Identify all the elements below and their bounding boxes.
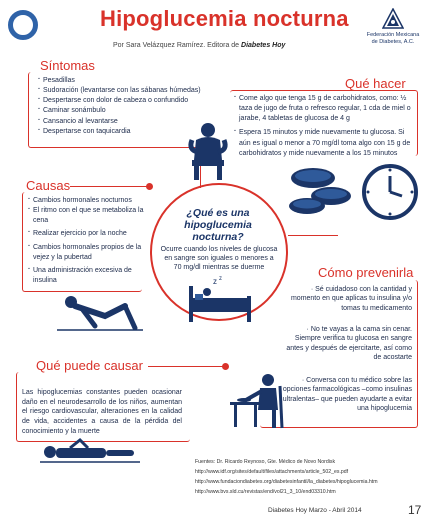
page-number: 17 [408,503,422,517]
sources [195,458,435,498]
logo-icon [382,8,404,30]
list-item: · Despertarse con taquicardia [38,127,213,137]
connector-line [70,186,150,187]
list-item: · El ritmo con el que se metaboliza la cena [28,206,148,226]
lying-person-icon [40,436,140,470]
list-item: · Una administración excesiva de insulina [28,266,148,286]
ring-decoration [8,10,38,40]
causas-list [28,196,148,286]
source-line[interactable]: http://www.fundaciondiabetes.org/diabetesinfantil/la_diabetes/hipoglucemia.htm [195,478,378,485]
list-item: · Despertarse con dolor de cabeza o confundido [38,96,213,106]
eating-person-icon [228,372,288,430]
que-hacer-title: Qué hacer [345,76,406,91]
connector-line [288,235,338,236]
source-line[interactable]: http://www.bvs.sld.cu/revistas/end/vol21_3_10/end03310.htm [195,488,336,495]
clock-icon [360,162,420,222]
list-item: · Pesadillas [38,76,213,86]
connector-dot [222,363,229,370]
causar-title: Qué puede causar [36,358,143,373]
byline-prefix: Por Sara Velázquez Ramírez. Editora de [113,42,240,49]
causas-title: Causas [26,178,71,193]
sitting-person-icon [178,120,234,182]
bed-sleeping-icon [185,272,255,324]
glucose-tablets-icon [285,162,357,222]
prevenirla-item-3: · Conversa con tu médico sobre las opciones farmacológicas –como insulinas ultralentas– que pueden ayudarte a evitar una hipoglucemia [282,377,412,413]
exercise-person-icon [55,290,145,336]
connector-line [148,366,224,367]
que-hacer-list [234,94,416,159]
center-question: ¿Qué es una hipoglucemia nocturna? [184,207,252,244]
list-item: · Espera 15 minutos y mide nuevamente tu glucosa. Si aún es igual o menor a 70 mg/dl toma algo con 15 g de carbohidratos y mide nuevamente a los 15 minutos [234,128,416,158]
source-line[interactable]: http://www.idf.org/sites/default/files/attachments/article_502_es.pdf [195,468,349,475]
svg-text:z: z [213,277,217,286]
source-line: Fuentes: Dr. Ricardo Reynoso, Gte. Médico de Novo Nordisk [195,459,336,465]
logo [358,8,428,45]
list-item: · Realizar ejercicio por la noche [28,229,148,239]
connector-dot [146,183,153,190]
list-item: · Come algo que tenga 15 g de carbohidratos, como: ½ taza de jugo de fruta o refresco regular, 1 cda de miel o jarabe, 4 tabletas de glucosa de 4 g [234,94,416,124]
list-item: · Cambios hormonales propios de la vejez y la pubertad [28,243,148,263]
list-item: No te vayas a la cama sin cenar. Siempre verifica tu glucosa en sangre antes y después de ejercitarte, así como de acostarte [286,326,412,362]
svg-text:z: z [219,276,222,282]
prevenirla-item-1: · Sé cuidadoso con la cantidad y momento en que aplicas tu insulina y/o tomas tu medicamento [290,286,412,312]
sintomas-title: Síntomas [40,58,95,73]
center-answer: Ocurre cuando los niveles de glucosa en sangre son iguales o menores a 70 mg/dl mientras se duerme [160,246,278,272]
prevenirla-title: Cómo prevenirla [318,265,414,280]
list-item: · Sudoración (levantarse con las sábanas húmedas) [38,86,213,96]
footer: Diabetes Hoy Marzo - Abril 2014 [268,507,362,514]
list-item: · Cansancio al levantarse [38,117,213,127]
logo-line2: de Diabetes, A.C. [371,38,415,45]
prevenirla-item-2: · No te vayas a la cama sin cenar. Siempre verifica tu glucosa en sangre antes y después de ejercitarte, así como de acostarte [286,326,412,362]
list-item: Sé cuidadoso con la cantidad y momento en que aplicas tu insulina y/o tomas tu medicamento [290,286,412,312]
list-item: · Caminar sonámbulo [38,106,213,116]
list-item: · Cambios hormonales nocturnos [28,196,148,206]
logo-line1: Federación Mexicana [366,32,420,38]
byline-publication: Diabetes Hoy [241,42,286,49]
list-item: Conversa con tu médico sobre las opciones farmacológicas –como insulinas ultralentas– que pueden ayudarte a evitar una hipoglucemia [282,377,412,413]
causar-text: Las hipoglucemias constantes pueden ocasionar daño en el neurodesarrollo de los niños, aumentan el riesgo cardiovascular, alteraciones en la calidad de vida, accidentes a causa de la pérdida del conocimiento y la muerte [22,389,182,435]
page-title: Hipoglucemia nocturna [100,6,349,31]
byline [113,42,285,49]
